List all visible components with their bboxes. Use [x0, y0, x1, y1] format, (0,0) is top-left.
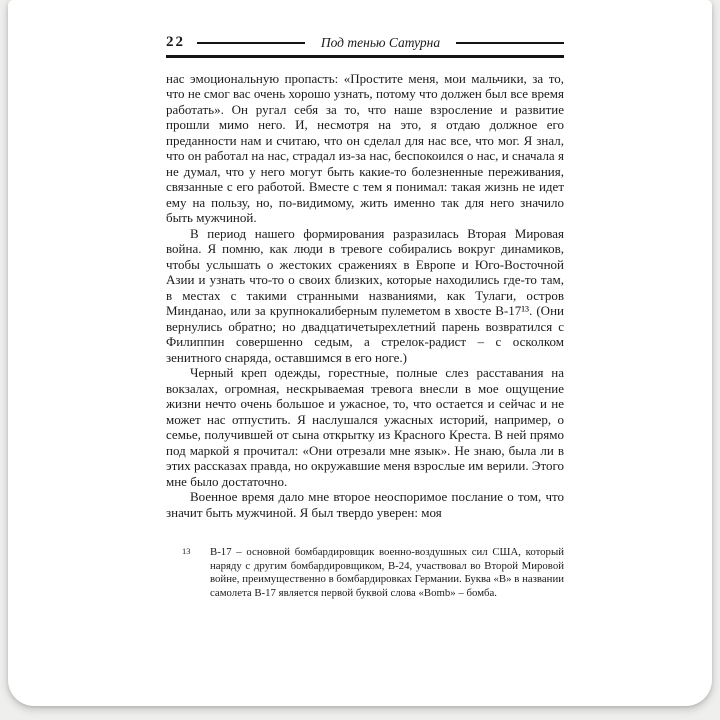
- page-number: 22: [166, 34, 185, 50]
- body-paragraph: нас эмоциональную пропасть: «Простите меня, мои мальчики, за то, что не смог вас очень хорошо узнать, потому что должен был все время работать». Он ругал себя за то, что наше взросление и развитие прошли мимо него. И, несмотря на это, я отдаю должное его преданности нам и считаю, что он сделал для нас все, что мог. Я знал, что он работал на нас, страдал из-за нас, беспокоился о нас, и сначала я не думал, что у него могут быть какие-то болезненные переживания, связанные с его работой. Вместе с тем я понимал: такая жизнь не идет ему на пользу, но, по-видимому, жить именно так для него значило быть мужчиной.: [166, 70, 564, 225]
- header-rule-right: [456, 42, 564, 44]
- footnote-marker: 13: [182, 546, 191, 556]
- running-title: Под тенью Сатурна: [320, 34, 441, 50]
- body-paragraph: В период нашего формирования разразилась Вторая Мировая война. Я помню, как люди в тревоге собирались вокруг динамиков, чтобы услышать о жестоких сражениях в Европе и Юго-Восточной Азии и узнать что-то о своих близких, которые находились где-то там, в местах с такими странными названиями, как Тулаги, остров Минданао, или за крупнокалиберным пулеметом в хвосте В-17¹³. (Они вернулись обратно; но двадцатичетырехлетний парень возвратился с Филиппин совершенно седым, а стрелок-радист – с осколком зенитного снаряда, оставшимся в его ноге.): [166, 225, 564, 365]
- body-paragraph: Военное время дало мне второе неоспоримое послание о том, что значит быть мужчиной. Я был твердо уверен: моя: [166, 489, 564, 520]
- body-paragraph: Черный креп одежды, горестные, полные слез расставания на вокзалах, огромная, нескрываемая тревога внесли в мое ощущение жизни нечто очень большое и ужасное, то, что остается и сейчас и не может нас отпустить. Я наслушался ужасных историй, например, о семье, получившей от сына открытку из Красного Креста. В ней прямо под маркой я прочитал: «Они отрезали мне язык». Не знаю, была ли в этих рассказах правда, но окружавшие меня взрослые им верили. Этого мне было достаточно.: [166, 365, 564, 489]
- running-head-row: [166, 34, 564, 51]
- footnote: [166, 546, 564, 600]
- header-rule-left: [197, 42, 305, 44]
- footnote-section: [166, 546, 564, 600]
- running-head: [166, 34, 564, 58]
- book-page: [8, 0, 712, 706]
- header-rule-bottom: [166, 55, 564, 58]
- body-text: [166, 71, 564, 521]
- footnote-text: В-17 – основной бомбардировщик военно-воздушных сил США, который наряду с другим бомбардировщиком, В-24, участвовал во Второй Мировой войне, преимущественно в бомбардировках Германии. Буква «В» в названии самолета В-17 является первой буквой слова «Bomb» – бомба.: [210, 546, 564, 599]
